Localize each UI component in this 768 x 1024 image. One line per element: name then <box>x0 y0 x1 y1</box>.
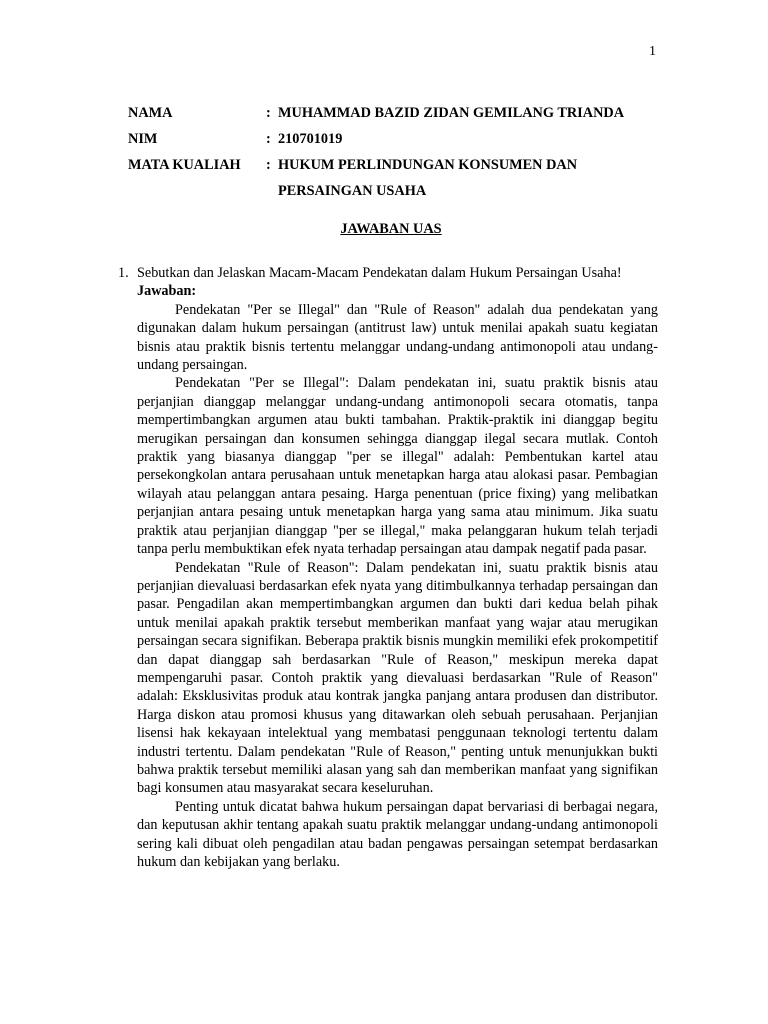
course-label: MATA KUALIAH <box>128 157 241 173</box>
nim-separator: : <box>266 131 271 147</box>
course-separator: : <box>266 157 271 173</box>
header-row-course <box>128 152 668 178</box>
answer-label: Jawaban: <box>137 283 197 300</box>
nim-label: NIM <box>128 131 158 147</box>
document-title: JAWABAN UAS <box>340 221 442 237</box>
answer-paragraph-conclusion: Penting untuk dicatat bahwa hukum persaingan dapat bervariasi di berbagai negara, dan keputusan akhir tentang apakah suatu praktik melanggar undang-undang antimonopoli sering kali dibuat oleh pengadilan atau badan pengawas persaingan setempat berdasarkan hukum dan kebijakan yang berlaku. <box>137 798 658 870</box>
page-number: 1 <box>649 44 656 59</box>
question-item <box>118 264 658 871</box>
student-info-header <box>128 100 668 204</box>
name-separator: : <box>266 105 271 121</box>
header-row-name <box>128 100 668 126</box>
course-value-continued: PERSAINGAN USAHA <box>278 183 427 199</box>
nim-value: 210701019 <box>278 131 343 147</box>
course-value: HUKUM PERLINDUNGAN KONSUMEN DAN <box>278 157 578 173</box>
course-continued-label <box>128 178 266 204</box>
header-row-nim <box>128 126 668 152</box>
question-number: 1. <box>118 265 129 281</box>
answer-paragraph-intro: Pendekatan "Per se Illegal" dan "Rule of Reason" adalah dua pendekatan yang digunakan dalam hukum persaingan (antitrust law) untuk menilai apakah suatu kegiatan bisnis atau praktik bisnis tertentu melanggar undang-undang antimonopoli atau undang-undang persaingan. <box>137 301 658 374</box>
header-row-course-continued <box>128 178 668 204</box>
question-body <box>137 264 658 871</box>
name-label: NAMA <box>128 105 173 121</box>
document-body <box>118 264 658 871</box>
name-value: MUHAMMAD BAZID ZIDAN GEMILANG TRIANDA <box>278 105 625 121</box>
question-text: Sebutkan dan Jelaskan Macam-Macam Pendekatan dalam Hukum Persaingan Usaha! <box>137 265 622 281</box>
answer-paragraph-rule-of-reason: Pendekatan "Rule of Reason": Dalam pendekatan ini, suatu praktik bisnis atau perjanjian dievaluasi berdasarkan efek nyata yang ditimbulkannya terhadap persaingan dan pasar. Pengadilan akan mempertimbangkan argumen dan bukti dari kedua belah pihak untuk menilai apakah praktik tersebut memberikan manfaat yang wajar atau merugikan persaingan secara signifikan. Beberapa praktik bisnis mungkin memiliki efek prokompetitif dan dapat dianggap sah berdasarkan "Rule of Reason," meskipun mereka dapat mempengaruhi pasar. Contoh praktik yang dievaluasi berdasarkan "Rule of Reason" adalah: Eksklusivitas produk atau kontrak jangka panjang antara produsen dan distributor. Harga diskon atau promosi khusus yang ditawarkan oleh sebuah perusahaan. Perjanjian lisensi hak kekayaan intelektual yang membatasi penggunaan teknologi tertentu dalam industri tertentu. Dalam pendekatan "Rule of Reason," penting untuk menunjukkan bukti bahwa praktik tersebut memiliki alasan yang sah dan memberikan manfaat yang signifikan bagi konsumen atau masyarakat secara keseluruhan. <box>137 559 658 797</box>
course-continued-separator <box>266 178 278 204</box>
answer-paragraph-per-se-illegal: Pendekatan "Per se Illegal": Dalam pendekatan ini, suatu praktik bisnis atau perjanjian dianggap melanggar undang-undang antimonopoli secara otomatis, tanpa mempertimbangkan argumen atau bukti tambahan. Praktik-praktik ini dianggap begitu merugikan persaingan dan konsumen sehingga dianggap ilegal secara mutlak. Contoh praktik yang biasanya dianggap "per se illegal" adalah: Pembentukan kartel atau persekongkolan antara perusahaan untuk menetapkan harga atau alokasi pasar. Pembagian wilayah atau pelanggan antara pesaing. Harga penentuan (price fixing) yang melibatkan perjanjian antara pesaing untuk menetapkan harga yang sama atau minimum. Jika suatu praktik atau perjanjian dianggap "per se illegal," maka pelanggaran hukum telah terjadi tanpa perlu membuktikan efek nyata terhadap persaingan atau dampak negatif pada pasar. <box>137 375 658 558</box>
